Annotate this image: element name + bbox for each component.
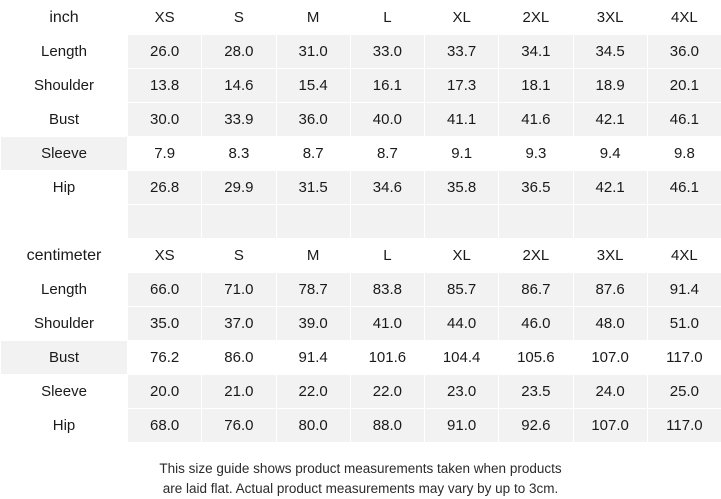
table-row: [1, 103, 721, 137]
cell-value: 29.9: [202, 171, 276, 205]
cell-value: 23.0: [425, 375, 499, 409]
cell-value: 51.0: [647, 307, 721, 341]
table-row: [1, 69, 721, 103]
cell-value: 117.0: [647, 341, 721, 375]
column-header-xs: XS: [128, 239, 202, 273]
cell-value: 18.1: [499, 69, 573, 103]
cell-value: 46.0: [499, 307, 573, 341]
table-header-row-inch: [1, 1, 721, 35]
cell-value: 76.2: [128, 341, 202, 375]
cell-value: 9.4: [573, 137, 647, 171]
column-header-s: S: [202, 239, 276, 273]
cell-value: 15.4: [276, 69, 350, 103]
cell-value: 87.6: [573, 273, 647, 307]
cell-value: 92.6: [499, 409, 573, 443]
cell-value: 13.8: [128, 69, 202, 103]
cell-value: 91.0: [425, 409, 499, 443]
cell-value: 7.9: [128, 137, 202, 171]
cell-value: 31.0: [276, 35, 350, 69]
cell-value: 91.4: [276, 341, 350, 375]
cell-value: 35.8: [425, 171, 499, 205]
cell-value: 76.0: [202, 409, 276, 443]
cell-value: 37.0: [202, 307, 276, 341]
cell-value: 117.0: [647, 409, 721, 443]
cell-value: 36.0: [276, 103, 350, 137]
cell-value: 42.1: [573, 171, 647, 205]
column-header-3xl: 3XL: [573, 239, 647, 273]
cell-value: 48.0: [573, 307, 647, 341]
cell-value: 40.0: [350, 103, 424, 137]
cell-value: 86.0: [202, 341, 276, 375]
cell-value: 83.8: [350, 273, 424, 307]
row-label-shoulder: Shoulder: [1, 307, 128, 341]
size-guide-note: [0, 459, 721, 499]
column-header-l: L: [350, 239, 424, 273]
cell-value: 33.7: [425, 35, 499, 69]
cell-value: 20.1: [647, 69, 721, 103]
cell-value: 36.0: [647, 35, 721, 69]
cell-value: 34.1: [499, 35, 573, 69]
row-label-shoulder: Shoulder: [1, 69, 128, 103]
cell-value: 88.0: [350, 409, 424, 443]
cell-value: 41.6: [499, 103, 573, 137]
cell-value: 31.5: [276, 171, 350, 205]
table-row: [1, 341, 721, 375]
cell-value: 26.0: [128, 35, 202, 69]
cell-value: 33.9: [202, 103, 276, 137]
note-line-1: This size guide shows product measurements taken when products: [0, 459, 721, 479]
cell-value: 68.0: [128, 409, 202, 443]
cell-value: 8.7: [350, 137, 424, 171]
cell-value: 46.1: [647, 103, 721, 137]
cell-value: 78.7: [276, 273, 350, 307]
cell-value: 91.4: [647, 273, 721, 307]
row-label-length: Length: [1, 35, 128, 69]
cell-value: 34.6: [350, 171, 424, 205]
row-label-bust: Bust: [1, 341, 128, 375]
cell-value: 35.0: [128, 307, 202, 341]
unit-label-centimeter: centimeter: [1, 239, 128, 273]
column-header-xl: XL: [425, 239, 499, 273]
table-row: [1, 375, 721, 409]
cell-value: 66.0: [128, 273, 202, 307]
cell-value: 104.4: [425, 341, 499, 375]
column-header-2xl: 2XL: [499, 1, 573, 35]
cell-value: 14.6: [202, 69, 276, 103]
row-label-sleeve: Sleeve: [1, 137, 128, 171]
cell-value: 8.3: [202, 137, 276, 171]
cell-value: 85.7: [425, 273, 499, 307]
cell-value: 101.6: [350, 341, 424, 375]
column-header-m: M: [276, 239, 350, 273]
column-header-xl: XL: [425, 1, 499, 35]
table-header-row-centimeter: [1, 239, 721, 273]
cell-value: 107.0: [573, 341, 647, 375]
column-header-4xl: 4XL: [647, 1, 721, 35]
row-label-hip: Hip: [1, 409, 128, 443]
cell-value: 26.8: [128, 171, 202, 205]
cell-value: 80.0: [276, 409, 350, 443]
cell-value: 34.5: [573, 35, 647, 69]
cell-value: 24.0: [573, 375, 647, 409]
column-header-xs: XS: [128, 1, 202, 35]
cell-value: 9.1: [425, 137, 499, 171]
cell-value: 46.1: [647, 171, 721, 205]
cell-value: 42.1: [573, 103, 647, 137]
table-row: [1, 137, 721, 171]
cell-value: 20.0: [128, 375, 202, 409]
column-header-4xl: 4XL: [647, 239, 721, 273]
table-row: [1, 409, 721, 443]
table-row: [1, 273, 721, 307]
cell-value: 18.9: [573, 69, 647, 103]
row-label-bust: Bust: [1, 103, 128, 137]
cell-value: 36.5: [499, 171, 573, 205]
cell-value: 17.3: [425, 69, 499, 103]
row-label-sleeve: Sleeve: [1, 375, 128, 409]
cell-value: 21.0: [202, 375, 276, 409]
cell-value: 25.0: [647, 375, 721, 409]
note-line-2: are laid flat. Actual product measurements may vary by up to 3cm.: [0, 479, 721, 499]
cell-value: 33.0: [350, 35, 424, 69]
row-label-hip: Hip: [1, 171, 128, 205]
column-header-2xl: 2XL: [499, 239, 573, 273]
column-header-l: L: [350, 1, 424, 35]
unit-label-inch: inch: [1, 1, 128, 35]
cell-value: 28.0: [202, 35, 276, 69]
cell-value: 86.7: [499, 273, 573, 307]
cell-value: 8.7: [276, 137, 350, 171]
cell-value: 44.0: [425, 307, 499, 341]
cell-value: 39.0: [276, 307, 350, 341]
table-spacer-row: [1, 205, 721, 239]
cell-value: 107.0: [573, 409, 647, 443]
cell-value: 71.0: [202, 273, 276, 307]
column-header-s: S: [202, 1, 276, 35]
cell-value: 22.0: [350, 375, 424, 409]
cell-value: 16.1: [350, 69, 424, 103]
cell-value: 105.6: [499, 341, 573, 375]
column-header-3xl: 3XL: [573, 1, 647, 35]
cell-value: 41.1: [425, 103, 499, 137]
table-row: [1, 35, 721, 69]
cell-value: 30.0: [128, 103, 202, 137]
table-row: [1, 171, 721, 205]
column-header-m: M: [276, 1, 350, 35]
cell-value: 9.3: [499, 137, 573, 171]
cell-value: 41.0: [350, 307, 424, 341]
table-row: [1, 307, 721, 341]
cell-value: 23.5: [499, 375, 573, 409]
cell-value: 22.0: [276, 375, 350, 409]
cell-value: 9.8: [647, 137, 721, 171]
row-label-length: Length: [1, 273, 128, 307]
